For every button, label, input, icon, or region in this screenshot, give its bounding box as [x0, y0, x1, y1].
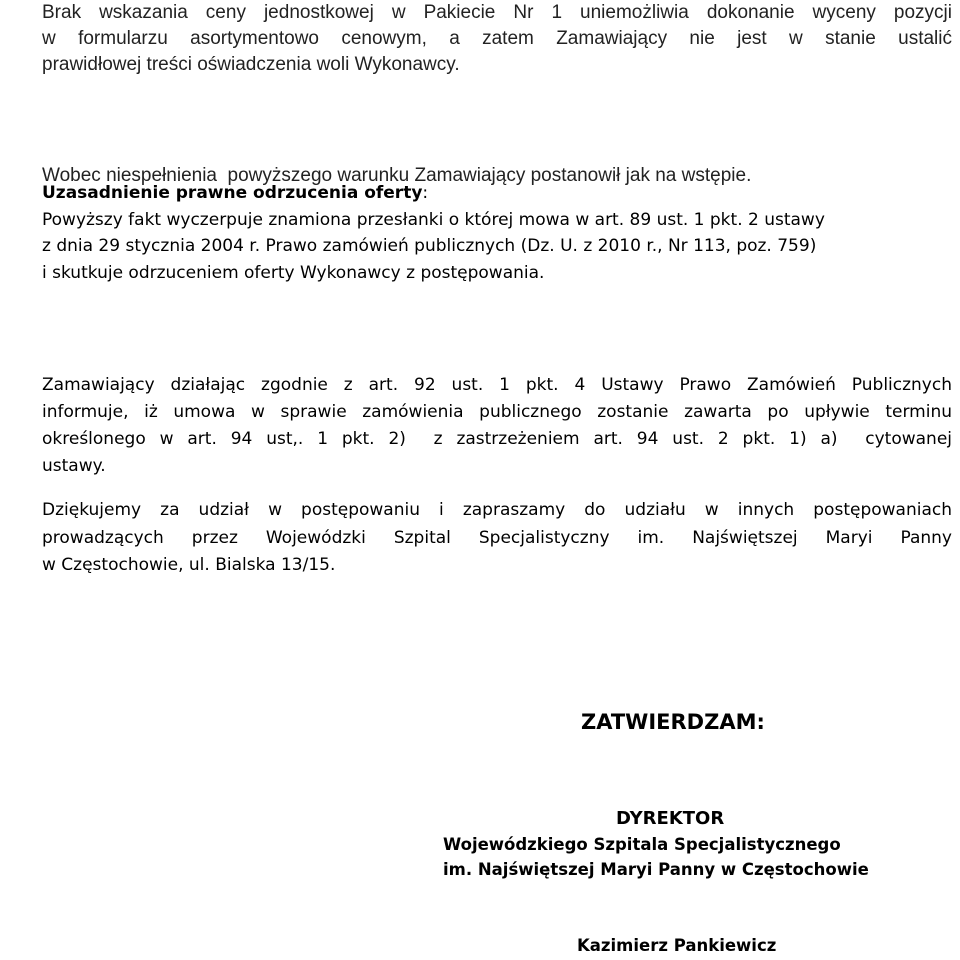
paragraph-thanks — [42, 497, 952, 580]
institution-line-1: Wojewódzkiego Szpitala Specjalistycznego — [443, 835, 841, 854]
paragraph-line: określonego w art. 94 ust,. 1 pkt. 2) z zastrzeżeniem art. 94 ust. 2 pkt. 1) a) cytowanej — [42, 429, 952, 449]
legal-line: z dnia 29 stycznia 2004 r. Prawo zamówień publicznych (Dz. U. z 2010 r., Nr 113, poz. 759) — [42, 236, 817, 256]
legal-justification — [42, 180, 952, 286]
paragraph-line: Dziękujemy za udział w postępowaniu i zapraszamy do udziału w innych postępowaniach — [42, 500, 952, 520]
paragraph-line: Wobec niespełnienia powyższego warunku Zamawiający postanowił jak na wstępie. — [42, 165, 752, 186]
legal-heading-colon: : — [422, 183, 429, 203]
paragraph-line: prawidłowej treści oświadczenia woli Wykonawcy. — [42, 54, 460, 75]
approval-title: ZATWIERDZAM: — [581, 710, 765, 734]
paragraph-line: Brak wskazania ceny jednostkowej w Pakiecie Nr 1 uniemożliwia dokonanie wyceny pozycji — [42, 2, 952, 23]
paragraph-line: Zamawiający działając zgodnie z art. 92 ust. 1 pkt. 4 Ustawy Prawo Zamówień Publicznych — [42, 375, 952, 395]
director-role: DYREKTOR — [616, 808, 725, 829]
signatory-name: Kazimierz Pankiewicz — [577, 936, 777, 955]
paragraph-line: w Częstochowie, ul. Bialska 13/15. — [42, 555, 336, 575]
legal-line: Powyższy fakt wyczerpuje znamiona przesłanki o której mowa w art. 89 ust. 1 pkt. 2 ustawy — [42, 209, 825, 230]
legal-heading-text: Uzasadnienie prawne odrzucenia oferty — [42, 183, 423, 203]
paragraph-line: w formularzu asortymentowo cenowym, a zatem Zamawiający nie jest w stanie ustalić — [42, 28, 952, 49]
paragraph-line: prowadzących przez Wojewódzki Szpital Specjalistyczny im. Najświętszej Maryi Panny — [42, 527, 952, 548]
paragraph-price-missing — [42, 0, 952, 78]
legal-line: i skutkuje odrzuceniem oferty Wykonawcy z postępowania. — [42, 262, 545, 283]
institution-line-2: im. Najświętszej Maryi Panny w Częstochowie — [443, 860, 869, 879]
paragraph-line: ustawy. — [42, 456, 106, 476]
paragraph-line: informuje, iż umowa w sprawie zamówienia publicznego zostanie zawarta po upływie terminu — [42, 402, 952, 422]
legal-heading — [42, 180, 952, 207]
paragraph-contract-info — [42, 372, 952, 480]
